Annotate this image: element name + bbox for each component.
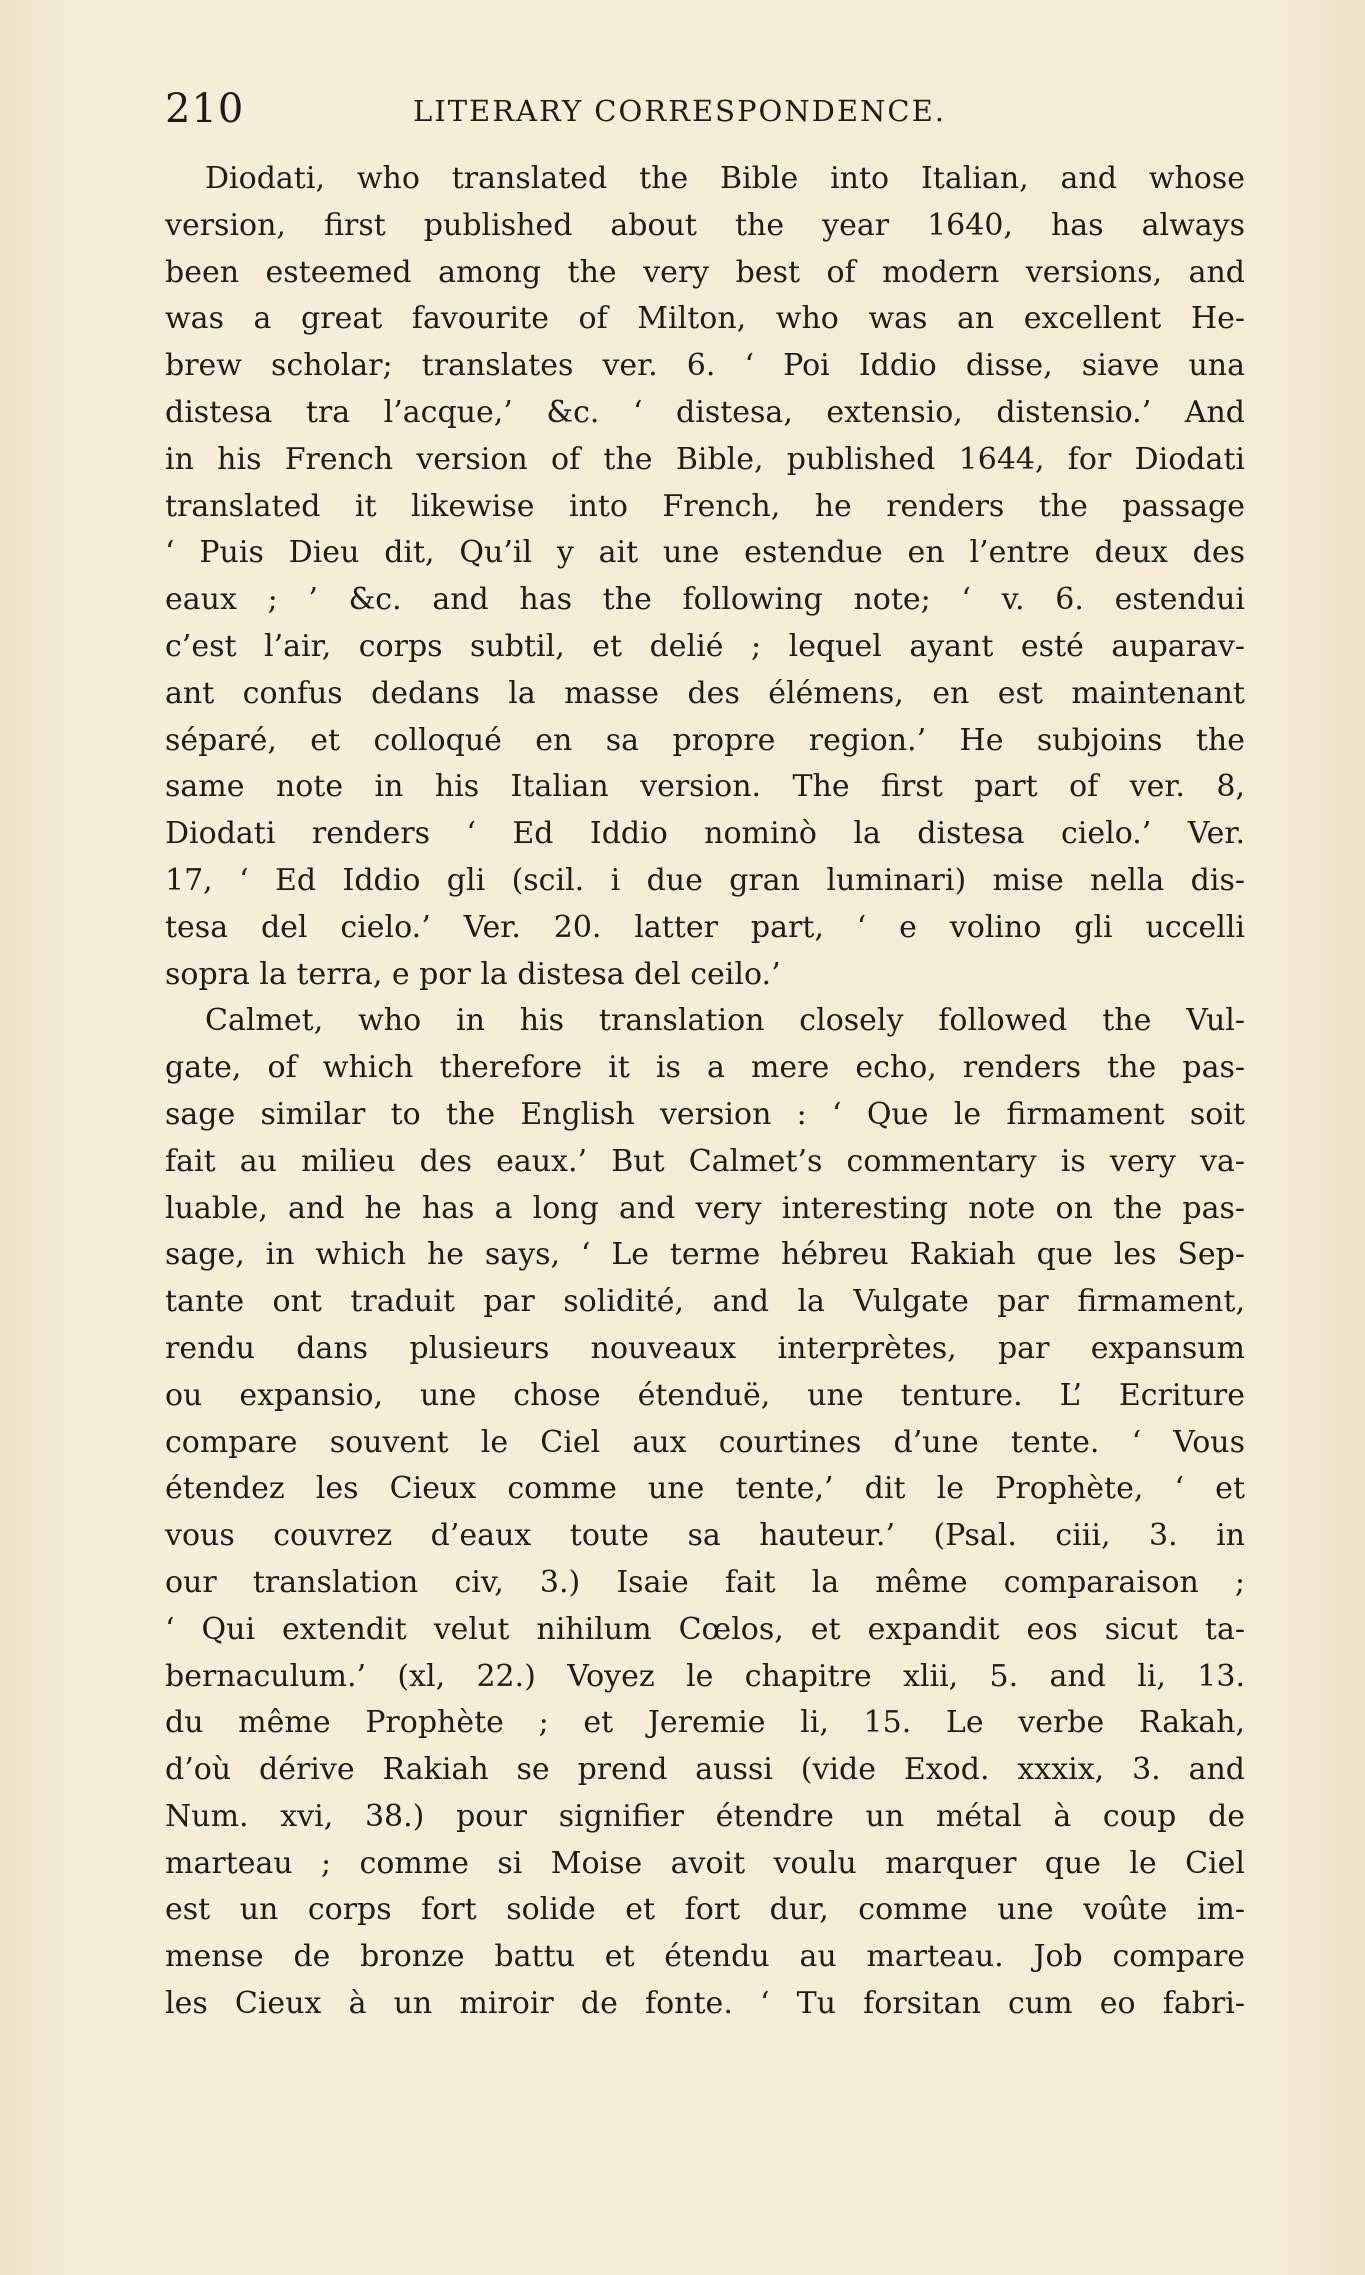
text-line: compare souvent le Ciel aux courtines d’une tente. ‘ Vous [165,1424,1245,1460]
text-line: Diodati, who translated the Bible into Italian, and whose [205,161,1245,196]
text-line: c’est l’air, corps subtil, et delié ; lequel ayant esté auparav- [165,628,1245,664]
text-line: rendu dans plusieurs nouveaux interprètes, par expansum [165,1330,1245,1366]
text-line: Num. xvi, 38.) pour signifier étendre un métal à coup de [165,1798,1245,1834]
text-line: gate, of which therefore it is a mere echo, renders the pas- [165,1050,1245,1086]
text-line: séparé, et colloqué en sa propre region.’ He subjoins the [165,722,1245,758]
text-line: fait au milieu des eaux.’ But Calmet’s commentary is very va- [165,1143,1245,1179]
text-line: brew scholar; translates ver. 6. ‘ Poi Iddio disse, siave una [165,348,1245,384]
text-line: mense de bronze battu et étendu au marteau. Job compare [165,1939,1245,1975]
text-line: been esteemed among the very best of modern versions, and [165,254,1245,290]
text-line: our translation civ, 3.) Isaie fait la même comparaison ; [165,1564,1245,1600]
text-line: 17, ‘ Ed Iddio gli (scil. i due gran luminari) mise nella dis- [165,862,1245,898]
text-line: d’où dérive Rakiah se prend aussi (vide Exod. xxxix, 3. and [165,1752,1245,1788]
text-line: du même Prophète ; et Jeremie li, 15. Le verbe Rakah, [165,1705,1245,1741]
page-number: 210 [165,86,245,132]
text-line: in his French version of the Bible, published 1644, for Diodati [165,441,1245,477]
page-header [165,86,1245,138]
text-line: tesa del cielo.’ Ver. 20. latter part, ‘ e volino gli uccelli [165,909,1245,945]
text-line: les Cieux à un miroir de fonte. ‘ Tu forsitan cum eo fabri- [165,1986,1245,2022]
text-line: Calmet, who in his translation closely followed the Vul- [205,1003,1245,1039]
text-line: same note in his Italian version. The first part of ver. 8, [165,769,1245,805]
text-line: ant confus dedans la masse des élémens, en est maintenant [165,675,1245,711]
text-line: vous couvrez d’eaux toute sa hauteur.’ (Psal. ciii, 3. in [165,1518,1245,1554]
running-title: LITERARY CORRESPONDENCE. [413,94,947,128]
text-line: distesa tra l’acque,’ &c. ‘ distesa, extensio, distensio.’ And [165,394,1245,430]
text-line: was a great favourite of Milton, who was an excellent He- [165,301,1245,337]
text-line: sage, in which he says, ‘ Le terme hébreu Rakiah que les Sep- [165,1237,1245,1273]
text-line: luable, and he has a long and very interesting note on the pas- [165,1190,1245,1226]
text-line: ‘ Qui extendit velut nihilum Cœlos, et expandit eos sicut ta- [165,1611,1245,1647]
text-line: bernaculum.’ (xl, 22.) Voyez le chapitre xlii, 5. and li, 13. [165,1658,1245,1694]
text-line: tante ont traduit par solidité, and la Vulgate par firmament, [165,1284,1245,1320]
text-line: marteau ; comme si Moise avoit voulu marquer que le Ciel [165,1845,1245,1881]
text-line: eaux ; ’ &c. and has the following note; ‘ v. 6. estendui [165,582,1245,618]
text-line: ‘ Puis Dieu dit, Qu’il y ait une estendue en l’entre deux des [165,535,1245,571]
text-line: ou expansio, une chose étenduë, une tenture. L’ Ecriture [165,1377,1245,1413]
text-line: est un corps fort solide et fort dur, comme une voûte im- [165,1892,1245,1928]
text-line: translated it likewise into French, he renders the passage [165,488,1245,524]
text-line: étendez les Cieux comme une tente,’ dit le Prophète, ‘ et [165,1471,1245,1507]
text-line: sage similar to the English version : ‘ Que le firmament soit [165,1096,1245,1132]
text-line: Diodati renders ‘ Ed Iddio nominò la distesa cielo.’ Ver. [165,816,1245,852]
body-text [165,156,1245,2028]
text-line: version, first published about the year 1640, has always [165,207,1245,243]
text-line: sopra la terra, e por la distesa del ceilo.’ [165,956,781,992]
